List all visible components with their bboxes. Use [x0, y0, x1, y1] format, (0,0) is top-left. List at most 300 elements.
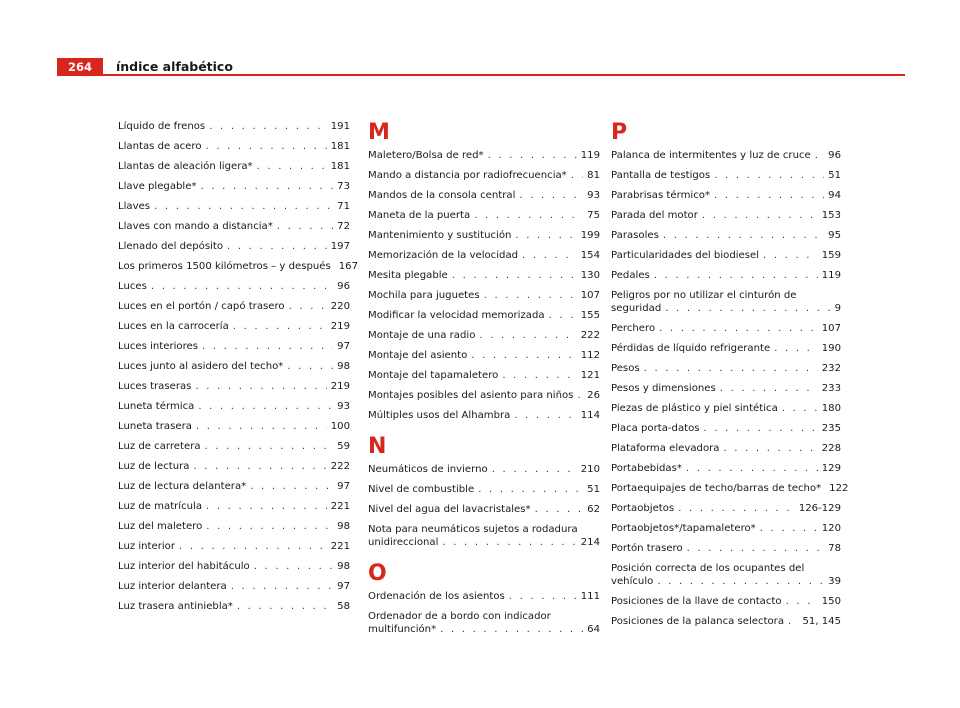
index-entry: [611, 229, 841, 242]
index-entry-text: Los primeros 1500 kilómetros – y después: [118, 261, 331, 272]
entry-list: [368, 149, 600, 422]
index-entry-row: [118, 360, 350, 373]
index-entry-row: [611, 442, 841, 455]
index-entry-row: [611, 482, 849, 495]
index-entry-text: Llenado del depósito: [118, 241, 224, 252]
index-entry-row: [118, 180, 350, 193]
index-entry: [368, 503, 600, 516]
index-entry: [611, 562, 841, 588]
dot-leader: [535, 503, 584, 516]
index-entry-text: Pantalla de testigos: [611, 170, 711, 181]
index-entry-page: 120: [821, 523, 841, 534]
dot-leader: [687, 542, 824, 555]
index-entry: [368, 289, 600, 302]
dot-leader: [492, 463, 577, 476]
index-entry-page: 119: [821, 270, 841, 281]
index-entry-text: Mesita plegable: [368, 270, 448, 281]
index-entry: [118, 140, 350, 153]
dot-leader: [484, 289, 577, 302]
dot-leader: [782, 402, 818, 415]
index-entry-row: [118, 140, 350, 153]
index-entry-text: Luz del maletero: [118, 521, 203, 532]
dot-leader: [196, 420, 327, 433]
dot-leader: [179, 540, 327, 553]
index-entry-row: [611, 342, 841, 355]
index-entry-text: Pesos y dimensiones: [611, 383, 716, 394]
index-entry-page: 233: [821, 383, 841, 394]
index-entry-row: [118, 240, 350, 253]
index-entry-row: [611, 382, 841, 395]
index-entry: [611, 322, 841, 335]
index-entry-page: 222: [330, 461, 350, 472]
index-entry-text: Llaves: [118, 201, 151, 212]
index-entry: [611, 362, 841, 375]
index-entry: [611, 595, 841, 608]
dot-leader: [474, 209, 583, 222]
index-entry-page: 190: [821, 343, 841, 354]
index-entry-row: [611, 402, 841, 415]
dot-leader: [704, 422, 818, 435]
index-entry-page: 64: [587, 624, 600, 635]
index-entry-page: 100: [330, 421, 350, 432]
index-entry-page: 129: [821, 463, 841, 474]
index-column-2: [368, 120, 600, 643]
dot-leader: [502, 369, 576, 382]
index-entry-row: [611, 149, 841, 162]
index-entry-row: [611, 575, 841, 588]
index-entry: [611, 189, 841, 202]
index-entry: [118, 220, 350, 233]
index-entry-text: Luces en la carrocería: [118, 321, 229, 332]
dot-leader: [227, 240, 327, 253]
index-entry-text: Portaequipajes de techo/barras de techo*: [611, 483, 822, 494]
index-entry-row: [118, 460, 350, 473]
index-entry-row: [118, 600, 350, 613]
index-entry-text: Luces traseras: [118, 381, 192, 392]
index-entry-text: Montajes posibles del asiento para niños: [368, 390, 574, 401]
index-entry: [368, 590, 600, 603]
index-entry-text: Luz de lectura: [118, 461, 190, 472]
index-entry-text: Llantas de acero: [118, 141, 202, 152]
index-entry-page: 222: [580, 330, 600, 341]
index-entry: [118, 520, 350, 533]
index-entry-page: 39: [828, 576, 841, 587]
dot-leader: [665, 302, 830, 315]
index-entry-page: 153: [821, 210, 841, 221]
index-entry-page: 107: [580, 290, 600, 301]
index-entry: [611, 402, 841, 415]
index-entry: [611, 382, 841, 395]
index-entry-page: 114: [580, 410, 600, 421]
index-entry-row: [118, 220, 350, 233]
index-entry-text: Luces: [118, 281, 147, 292]
index-entry-page: 111: [580, 591, 600, 602]
index-entry: [118, 600, 350, 613]
index-entry-row: [118, 400, 350, 413]
index-entry-page: 197: [330, 241, 350, 252]
dot-leader: [815, 149, 824, 162]
index-entry-page: 130: [580, 270, 600, 281]
index-entry-row: [368, 309, 600, 322]
index-entry: [118, 440, 350, 453]
index-entry-text-line1: Posición correcta de los ocupantes del: [611, 563, 805, 574]
index-entry-page: 94: [828, 190, 841, 201]
index-column-1: [118, 120, 359, 620]
index-entry-text-line1: Ordenador de a bordo con indicador: [368, 611, 551, 622]
index-entry-row: [611, 322, 841, 335]
index-entry-row: [611, 302, 841, 315]
dot-leader: [250, 480, 333, 493]
index-entry-page: 121: [580, 370, 600, 381]
index-entry-row: [611, 522, 841, 535]
index-entry-page: 51: [587, 484, 600, 495]
index-entry-page: 107: [821, 323, 841, 334]
page-title: índice alfabético: [116, 59, 233, 74]
section-letter: P: [611, 120, 628, 145]
dot-leader: [522, 249, 577, 262]
dot-leader: [198, 400, 333, 413]
dot-leader: [760, 522, 818, 535]
index-entry-text: Parabrisas térmico*: [611, 190, 710, 201]
index-entry: [368, 369, 600, 382]
index-entry-text: Pesos: [611, 363, 640, 374]
index-entry-text: Portaobjetos: [611, 503, 675, 514]
index-entry-row: [368, 149, 600, 162]
index-entry: [368, 189, 600, 202]
index-entry: [118, 420, 350, 433]
index-entry-row: [611, 229, 841, 242]
index-entry-text: Mochila para juguetes: [368, 290, 480, 301]
index-entry-page: 51, 145: [802, 616, 841, 627]
index-entry-page: 214: [580, 537, 600, 548]
index-entry: [118, 500, 350, 513]
index-entry-text: Luneta térmica: [118, 401, 195, 412]
index-entry-text: Parasoles: [611, 230, 659, 241]
index-entry-page: 112: [580, 350, 600, 361]
dot-leader: [478, 483, 583, 496]
index-entry-row: [368, 483, 600, 496]
index-entry-row: [118, 560, 350, 573]
index-entry-text-line1: Peligros por no utilizar el cinturón de: [611, 290, 797, 301]
index-entry-text: Ordenación de los asientos: [368, 591, 505, 602]
index-entry-text: vehículo: [611, 576, 654, 587]
index-entry-row: [611, 249, 841, 262]
index-entry-row: [118, 200, 350, 213]
index-entry: [611, 209, 841, 222]
index-entry-page: 62: [587, 504, 600, 515]
index-entry-row: [368, 209, 600, 222]
index-entry-page: 98: [337, 521, 350, 532]
dot-leader: [202, 340, 333, 353]
index-entry-row: [118, 380, 350, 393]
index-entry-row: [118, 120, 350, 133]
index-entry-row: [118, 300, 350, 313]
index-entry-page: 122: [829, 483, 849, 494]
index-entry-text: Particularidades del biodiesel: [611, 250, 760, 261]
index-entry-text: Llaves con mando a distancia*: [118, 221, 273, 232]
index-entry-row: [118, 540, 350, 553]
index-entry-page: 235: [821, 423, 841, 434]
index-entry-text: Placa porta-datos: [611, 423, 700, 434]
index-entry-text: Memorización de la velocidad: [368, 250, 519, 261]
index-entry-page: 150: [821, 596, 841, 607]
index-entry-text: Portabebidas*: [611, 463, 682, 474]
index-entry-text: Luz trasera antiniebla*: [118, 601, 233, 612]
dot-leader: [663, 229, 824, 242]
index-entry-text: Posiciones de la palanca selectora: [611, 616, 785, 627]
index-entry-page: 154: [580, 250, 600, 261]
dot-leader: [509, 590, 577, 603]
index-entry: [611, 542, 841, 555]
index-entry: [368, 209, 600, 222]
index-entry: [611, 462, 841, 475]
index-entry-row: [611, 169, 841, 182]
index-entry-row: [368, 349, 600, 362]
index-entry-row: [118, 580, 350, 593]
index-entry-text: Múltiples usos del Alhambra: [368, 410, 511, 421]
index-entry: [611, 482, 849, 495]
dot-leader: [549, 309, 577, 322]
dot-leader: [702, 209, 818, 222]
dot-leader: [686, 462, 818, 475]
dot-leader: [714, 169, 824, 182]
index-entry-text: Luz de lectura delantera*: [118, 481, 247, 492]
index-entry-page: 191: [330, 121, 350, 132]
index-entry: [368, 483, 600, 496]
index-entry-page: 221: [330, 541, 350, 552]
index-entry-row: [368, 590, 600, 603]
dot-leader: [723, 442, 817, 455]
index-entry-page: 73: [337, 181, 350, 192]
index-entry-row: [611, 189, 841, 202]
dot-leader: [788, 615, 798, 628]
index-entry-page: 97: [337, 581, 350, 592]
index-entry-page: 181: [330, 161, 350, 172]
index-entry: [368, 389, 600, 402]
index-entry-text: Montaje de una radio: [368, 330, 476, 341]
index-entry: [368, 169, 600, 182]
index-entry-page: 126-129: [798, 503, 841, 514]
index-entry-row: [611, 502, 841, 515]
index-entry-text: Luces junto al asidero del techo*: [118, 361, 284, 372]
index-entry: [118, 540, 350, 553]
index-entry-page: 97: [337, 341, 350, 352]
dot-leader: [720, 382, 818, 395]
dot-leader: [657, 575, 824, 588]
index-entry: [368, 523, 600, 549]
index-entry-page: 51: [828, 170, 841, 181]
index-entry-text: Luz interior delantera: [118, 581, 227, 592]
index-entry-row: [118, 320, 350, 333]
index-entry-text: multifunción*: [368, 624, 437, 635]
index-entry-row: [611, 462, 841, 475]
entry-list: [368, 463, 600, 549]
index-entry-text: Portón trasero: [611, 543, 683, 554]
index-entry-row: [118, 280, 350, 293]
index-entry-page: 221: [330, 501, 350, 512]
dot-leader: [644, 362, 818, 375]
dot-leader: [654, 269, 818, 282]
dot-leader: [519, 189, 583, 202]
index-entry: [368, 329, 600, 342]
index-entry-row: [368, 169, 600, 182]
index-entry: [118, 240, 350, 253]
dot-leader: [254, 560, 333, 573]
index-entry-row: [118, 260, 359, 273]
index-entry: [118, 180, 350, 193]
index-entry-row: [368, 289, 600, 302]
dot-leader: [209, 120, 327, 133]
index-entry-text-line1: Nota para neumáticos sujetos a rodadura: [368, 524, 578, 535]
index-entry-text: seguridad: [611, 303, 662, 314]
index-entry-page: 93: [337, 401, 350, 412]
index-entry-text: Luces interiores: [118, 341, 198, 352]
index-entry-page: 59: [337, 441, 350, 452]
index-entry-row: [611, 422, 841, 435]
index-entry: [118, 480, 350, 493]
index-entry-text: Parada del motor: [611, 210, 698, 221]
index-entry-row: [611, 362, 841, 375]
dot-leader: [659, 322, 818, 335]
index-entry-text: Llave plegable*: [118, 181, 197, 192]
index-entry-text: Posiciones de la llave de contacto: [611, 596, 782, 607]
dot-leader: [577, 389, 583, 402]
index-entry-row: [368, 463, 600, 476]
index-entry: [611, 422, 841, 435]
index-entry-row: [368, 389, 600, 402]
index-entry-page: 97: [337, 481, 350, 492]
index-entry: [611, 169, 841, 182]
index-entry-page: 71: [337, 201, 350, 212]
index-entry: [118, 360, 350, 373]
dot-leader: [206, 500, 327, 513]
dot-leader: [763, 249, 818, 262]
index-entry-text: Nivel del agua del lavacristales*: [368, 504, 531, 515]
index-entry-page: 95: [828, 230, 841, 241]
index-entry-page: 58: [337, 601, 350, 612]
index-entry-row: [368, 189, 600, 202]
index-entry: [368, 610, 600, 636]
dot-leader: [257, 160, 327, 173]
header-rule: [57, 74, 905, 76]
index-entry: [368, 309, 600, 322]
index-entry: [118, 380, 350, 393]
index-entry-text: Palanca de intermitentes y luz de cruce: [611, 150, 811, 161]
index-entry-row: [368, 369, 600, 382]
index-entry-page: 155: [580, 310, 600, 321]
index-entry-text: Montaje del asiento: [368, 350, 468, 361]
index-entry-page: 98: [337, 361, 350, 372]
index-entry-page: 72: [337, 221, 350, 232]
section-letter: M: [368, 120, 390, 145]
index-entry: [118, 460, 350, 473]
index-entry-page: 220: [330, 301, 350, 312]
index-entry-row: [611, 209, 841, 222]
index-entry: [118, 320, 350, 333]
index-entry-text: Luces en el portón / capó trasero: [118, 301, 285, 312]
index-entry: [611, 615, 841, 628]
dot-leader: [287, 360, 333, 373]
index-entry-text: Luz interior del habitáculo: [118, 561, 250, 572]
index-entry: [368, 463, 600, 476]
index-entry: [368, 409, 600, 422]
index-entry-page: 78: [828, 543, 841, 554]
index-entry-row: [611, 615, 841, 628]
index-entry-page: 159: [821, 250, 841, 261]
index-entry: [611, 269, 841, 282]
dot-leader: [515, 229, 576, 242]
index-entry-row: [368, 249, 600, 262]
index-entry-text: Luz interior: [118, 541, 175, 552]
dot-leader: [231, 580, 333, 593]
index-entry-page: 199: [580, 230, 600, 241]
dot-leader: [471, 349, 576, 362]
dot-leader: [233, 320, 327, 333]
index-entry-page: 75: [587, 210, 600, 221]
index-entry-text: Portaobjetos*/tapamaletero*: [611, 523, 756, 534]
dot-leader: [442, 536, 576, 549]
dot-leader: [440, 623, 583, 636]
index-entry: [611, 249, 841, 262]
index-entry-row: [611, 595, 841, 608]
index-column-3: [611, 120, 849, 635]
index-entry: [611, 289, 841, 315]
dot-leader: [714, 189, 824, 202]
dot-leader: [193, 460, 326, 473]
index-entry-row: [118, 480, 350, 493]
index-entry-text: Neumáticos de invierno: [368, 464, 488, 475]
index-entry: [368, 149, 600, 162]
index-entry: [118, 280, 350, 293]
index-entry-row: [611, 542, 841, 555]
index-entry-row: [611, 269, 841, 282]
index-entry-page: 119: [580, 150, 600, 161]
index-entry: [611, 522, 841, 535]
dot-leader: [774, 342, 818, 355]
index-entry: [118, 260, 359, 273]
index-entry-text: Luneta trasera: [118, 421, 192, 432]
dot-leader: [452, 269, 577, 282]
dot-leader: [206, 520, 333, 533]
index-entry-text: Luz de carretera: [118, 441, 201, 452]
index-entry-row: [368, 503, 600, 516]
dot-leader: [571, 169, 583, 182]
dot-leader: [678, 502, 795, 515]
index-entry: [118, 120, 350, 133]
index-entry: [368, 249, 600, 262]
index-entry-page: 219: [330, 321, 350, 332]
dot-leader: [154, 200, 333, 213]
index-entry-text: Mando a distancia por radiofrecuencia*: [368, 170, 567, 181]
dot-leader: [201, 180, 334, 193]
index-entry-text: Montaje del tapamaletero: [368, 370, 499, 381]
index-entry-row: [118, 520, 350, 533]
index-entry-text: Líquido de frenos: [118, 121, 206, 132]
index-entry: [118, 560, 350, 573]
index-entry-page: 181: [330, 141, 350, 152]
index-entry-text: Mandos de la consola central: [368, 190, 516, 201]
index-entry-row: [368, 536, 600, 549]
index-entry: [611, 149, 841, 162]
index-entry: [118, 200, 350, 213]
index-entry-row: [118, 500, 350, 513]
index-entry-text: Plataforma elevadora: [611, 443, 720, 454]
index-entry-text: Perchero: [611, 323, 656, 334]
dot-leader: [206, 140, 327, 153]
index-entry-text: Luz de matrícula: [118, 501, 203, 512]
dot-leader: [479, 329, 576, 342]
entry-list: [118, 120, 359, 613]
